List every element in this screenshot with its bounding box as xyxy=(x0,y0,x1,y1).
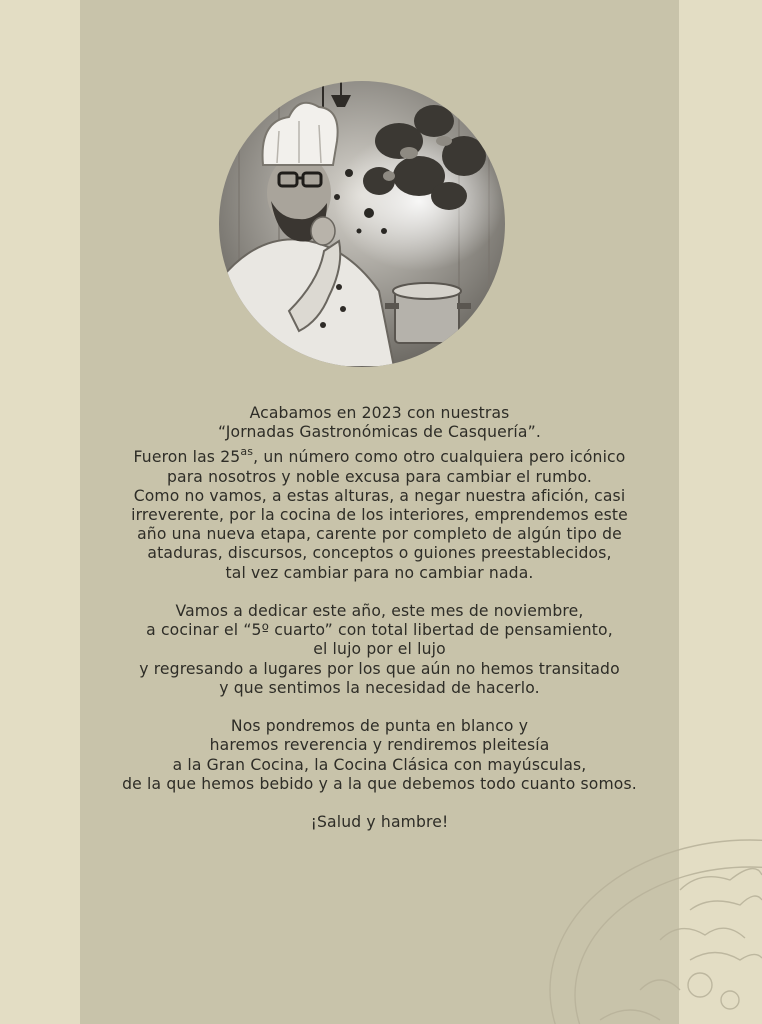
manifesto-text xyxy=(80,404,679,832)
text-line: Acabamos en 2023 con nuestras xyxy=(249,404,510,422)
text-line: y regresando a lugares por los que aún no hemos transitado xyxy=(139,659,620,678)
text-line: Vamos a dedicar este año, este mes de noviembre, xyxy=(175,602,584,621)
decorative-dish-illustration xyxy=(540,820,762,1024)
text-line: año una nueva etapa, carente por completo de algún tipo de xyxy=(137,525,622,544)
text-line: a la Gran Cocina, la Cocina Clásica con mayúsculas, xyxy=(172,755,587,774)
text-line: irreverente, por la cocina de los interiores, emprendemos este xyxy=(131,506,628,525)
text-line: el lujo por el lujo xyxy=(313,640,446,659)
closing-line: ¡Salud y hambre! xyxy=(310,813,449,832)
dish-line-art-icon xyxy=(540,820,762,1024)
chef-portrait-image xyxy=(219,81,505,367)
text-line: Como no vamos, a estas alturas, a negar nuestra afición, casi xyxy=(133,486,626,505)
text-line: Fueron las $25^{as}$, un número como otro cualquiera pero icónico xyxy=(133,445,626,467)
superscript: as xyxy=(240,445,254,459)
text-line: Nos pondremos de punta en blanco y xyxy=(230,717,529,736)
text-line: haremos reverencia y rendiremos pleitesía xyxy=(209,736,550,755)
text-line: a cocinar el “5º cuarto” con total libertad de pensamiento, xyxy=(146,621,613,640)
text-line: tal vez cambiar para no cambiar nada. xyxy=(225,563,534,582)
text-line: de la que hemos bebido y a la que debemos todo cuanto somos. xyxy=(122,774,637,793)
chef-thinking-photo-icon xyxy=(219,81,505,367)
text-line: y que sentimos la necesidad de hacerlo. xyxy=(219,678,540,697)
text-line: ataduras, discursos, conceptos o guiones preestablecidos, xyxy=(147,544,612,563)
text-line: “Jornadas Gastronómicas de Casquería”. xyxy=(218,423,541,442)
text-line: para nosotros y noble excusa para cambiar el rumbo. xyxy=(166,467,593,486)
